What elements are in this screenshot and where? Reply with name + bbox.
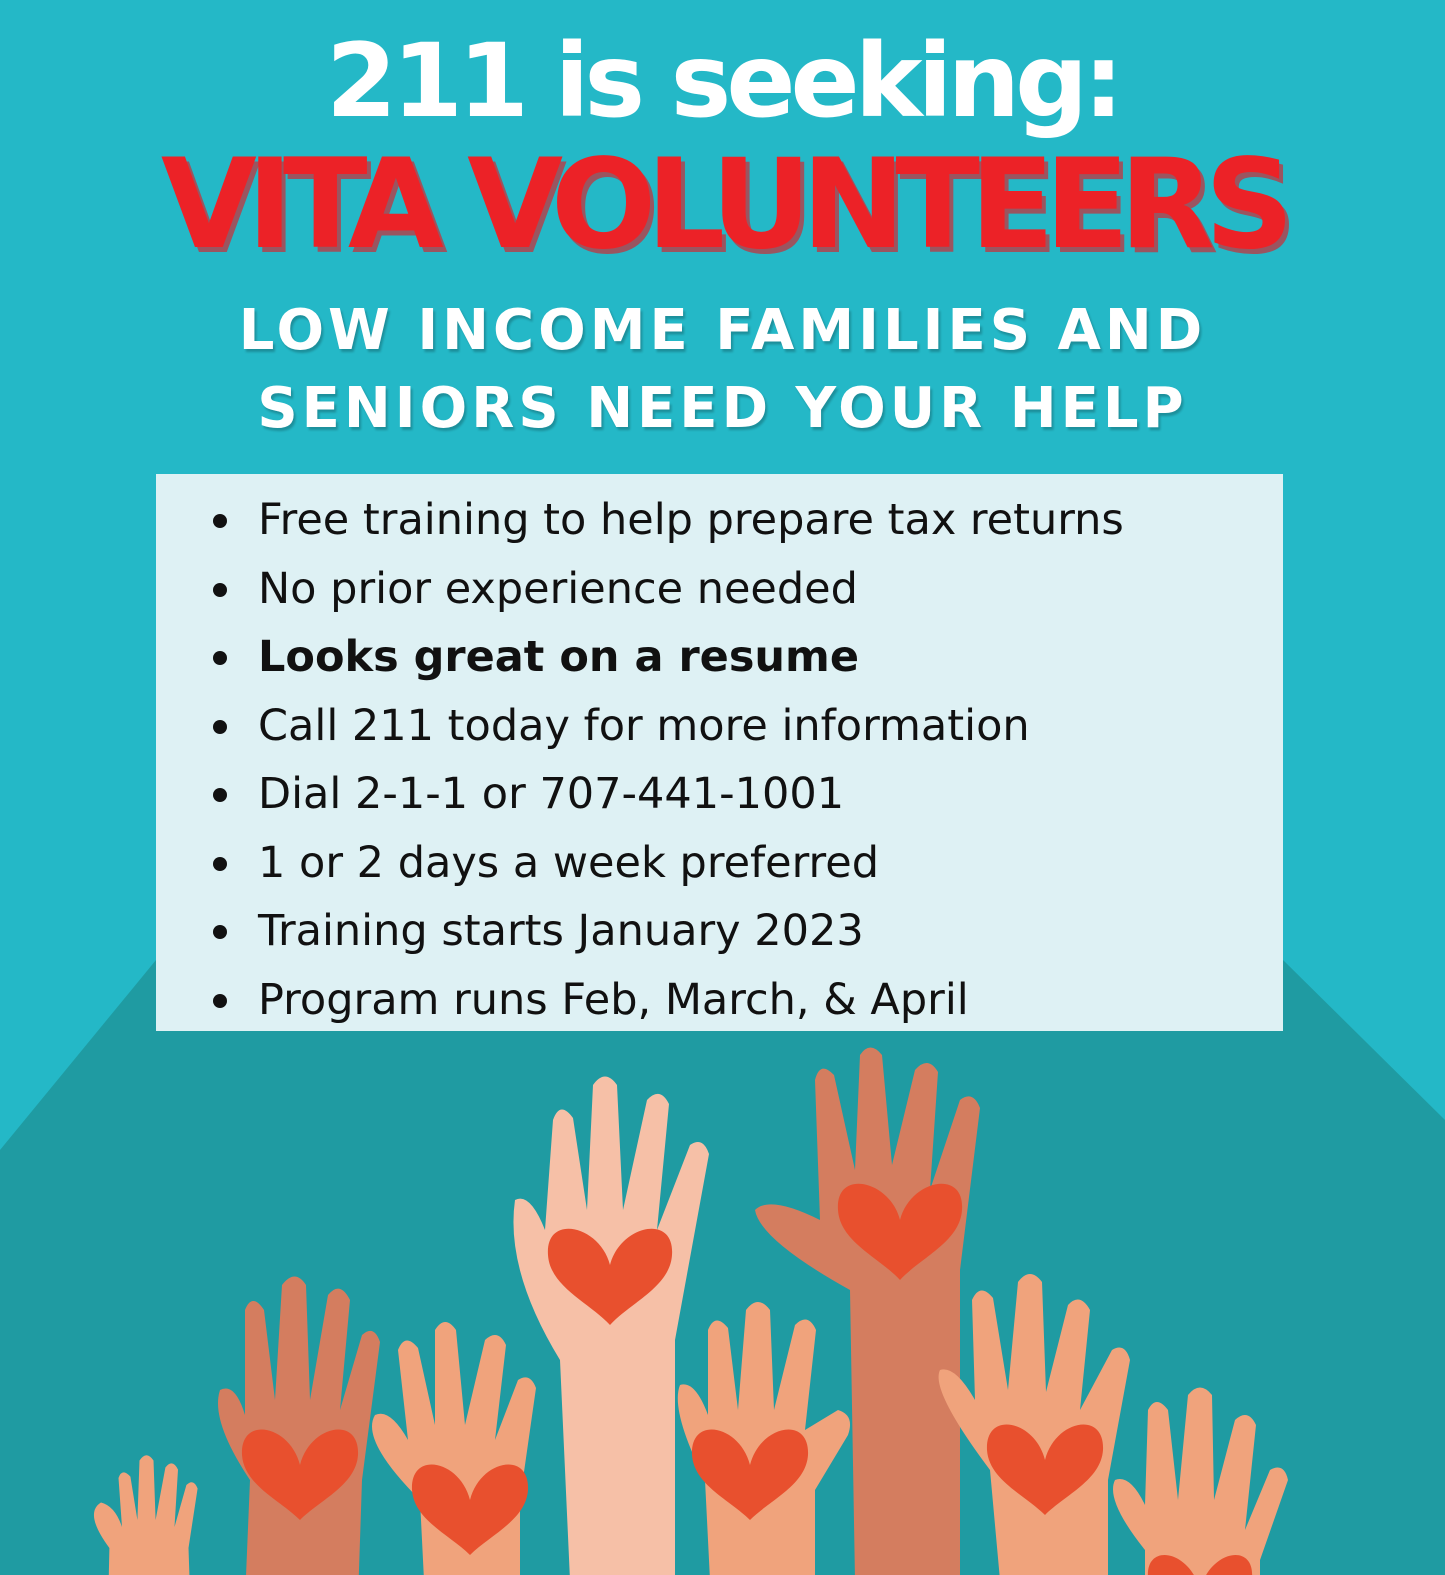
bullet-list	[156, 474, 1283, 1034]
bullet-icon	[213, 514, 227, 528]
list-item-text: Looks great on a resume	[258, 632, 859, 682]
list-item	[156, 760, 1283, 829]
list-item	[156, 623, 1283, 692]
page-title: VITA VOLUNTEERS	[160, 133, 1285, 277]
list-item-text: Free training to help prepare tax returns	[258, 495, 1124, 545]
list-item-text: Training starts January 2023	[258, 906, 864, 956]
list-item	[156, 486, 1283, 555]
list-item-text: Call 211 today for more information	[258, 700, 1030, 751]
bullet-icon	[213, 925, 227, 939]
list-item	[156, 555, 1283, 624]
list-item	[156, 966, 1283, 1035]
bullet-icon	[213, 651, 227, 665]
bullet-icon	[213, 583, 227, 597]
bullet-icon	[213, 994, 227, 1008]
list-item	[156, 897, 1283, 966]
info-box	[156, 474, 1283, 1031]
bullet-icon	[213, 857, 227, 871]
list-item-text: 1 or 2 days a week preferred	[258, 837, 880, 888]
subtitle-line-2: SENIORS NEED YOUR HELP	[257, 376, 1188, 441]
list-item	[156, 829, 1283, 898]
bullet-icon	[213, 720, 227, 734]
list-item-text: Program runs Feb, March, & April	[258, 974, 969, 1025]
list-item-text: Dial 2-1-1 or 707-441-1001	[258, 769, 845, 819]
subtitle-line-1: LOW INCOME FAMILIES AND	[238, 298, 1207, 363]
list-item-text: No prior experience needed	[258, 563, 858, 614]
bullet-icon	[213, 788, 227, 802]
headline: 211 is seeking:	[326, 22, 1119, 141]
list-item	[156, 692, 1283, 761]
